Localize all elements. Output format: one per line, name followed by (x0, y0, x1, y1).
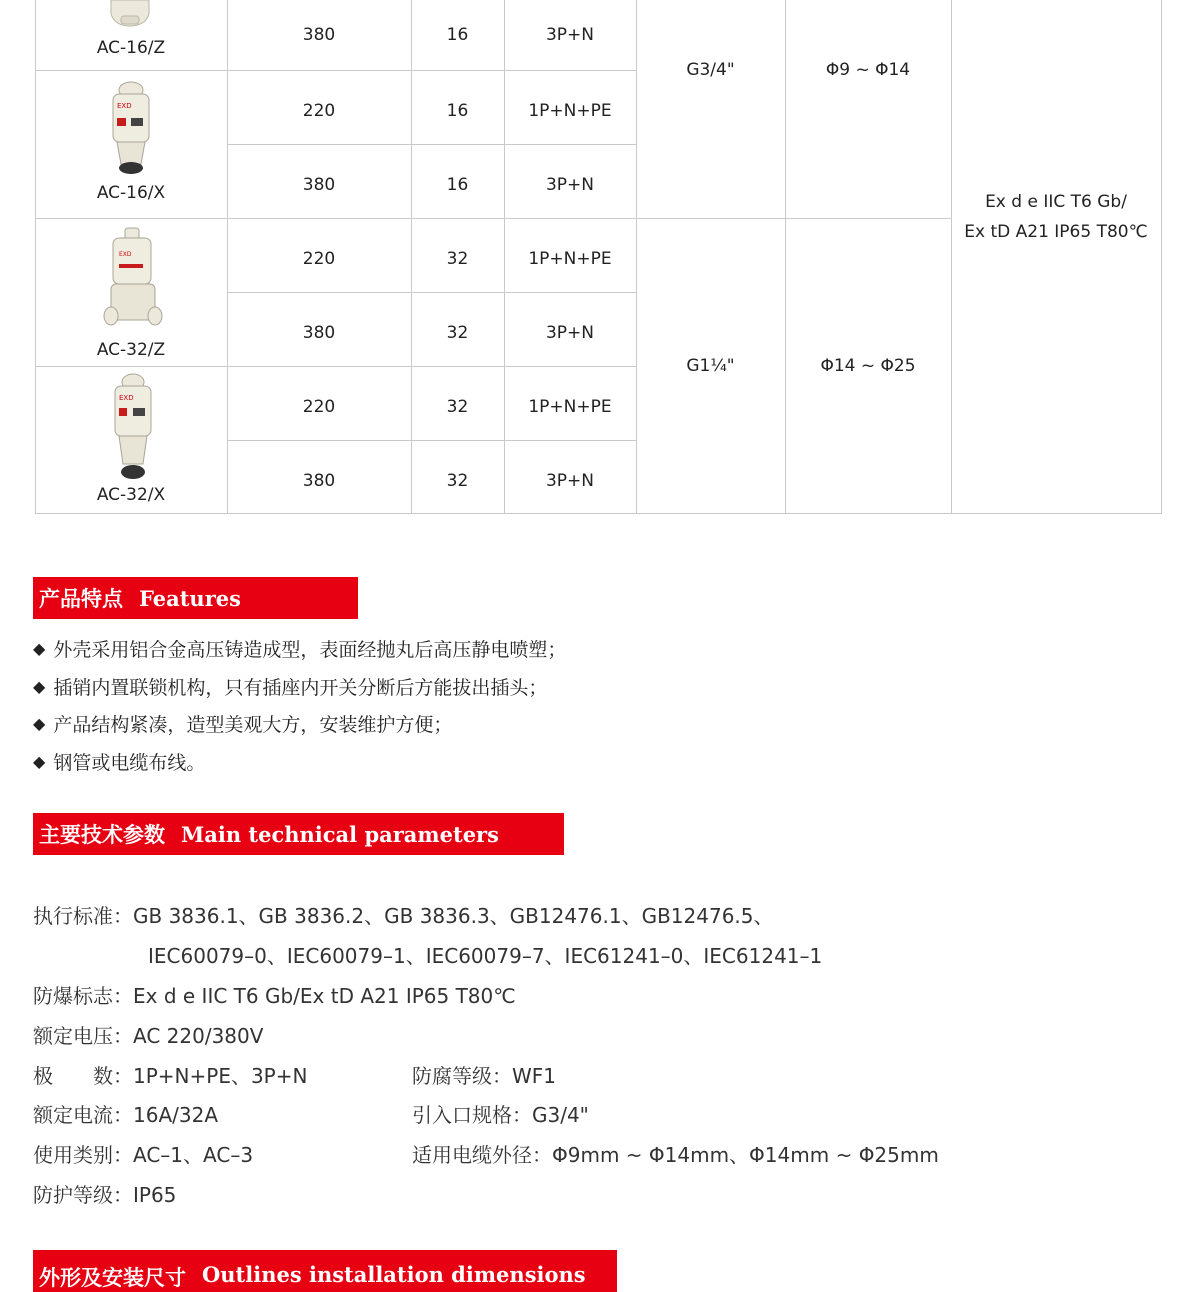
cell-cable-diameter: Φ14 ~ Φ25 (820, 356, 916, 376)
features-heading-en: Features (139, 585, 241, 611)
param-label: 使用类别： (33, 1143, 133, 1167)
param-rated-voltage (33, 1020, 263, 1049)
param-label: 防护等级： (33, 1183, 133, 1207)
param-label: 适用电缆外径： (412, 1143, 552, 1167)
cell-poles: 3P+N (545, 323, 595, 343)
param-standard-cont: IEC60079–0、IEC60079–1、IEC60079–7、IEC61241–0、IEC61241–1 (148, 944, 823, 968)
brand-logo: EXD (119, 251, 132, 258)
cell-current: 32 (446, 323, 469, 343)
cell-voltage: 220 (302, 249, 336, 269)
spec-table (35, 0, 1162, 514)
bullet-diamond-icon: ◆ (33, 714, 46, 733)
feature-item (33, 673, 547, 700)
cell-entry-thread: G3/4" (686, 60, 735, 80)
cell-current: 16 (446, 175, 469, 195)
cell-entry-thread: G1¼" (686, 356, 735, 376)
params-heading-en: Main technical parameters (181, 821, 499, 847)
table-border-left (35, 0, 36, 514)
cell-current: 32 (446, 397, 469, 417)
param-poles (33, 1060, 307, 1089)
param-label: 额定电流： (33, 1103, 133, 1127)
cell-current: 16 (446, 25, 469, 45)
cell-voltage: 380 (302, 175, 336, 195)
cell-ex-marking (951, 160, 1161, 274)
cell-cable-diameter: Φ9 ~ Φ14 (825, 60, 911, 80)
brand-logo: EXD (119, 394, 134, 402)
outline-heading (33, 1250, 617, 1292)
model-name: AC-32/Z (96, 340, 166, 360)
param-entry-spec (412, 1099, 589, 1128)
param-value: AC 220/380V (133, 1024, 264, 1048)
cell-poles: 3P+N (545, 175, 595, 195)
model-name: AC-16/Z (96, 38, 166, 58)
cell-voltage: 220 (302, 101, 336, 121)
param-label: 极 数： (33, 1064, 133, 1088)
brand-logo: EXD (117, 102, 132, 110)
feature-item (33, 748, 205, 775)
cell-current: 16 (446, 101, 469, 121)
params-heading (33, 813, 564, 855)
param-value: Φ9mm ~ Φ14mm、Φ14mm ~ Φ25mm (552, 1143, 939, 1167)
product-image-ac16z (105, 0, 155, 28)
feature-text: 产品结构紧凑，造型美观大方，安装维护方便； (53, 714, 453, 736)
feature-item (33, 635, 566, 662)
param-value: IP65 (133, 1183, 177, 1207)
cell-poles: 1P+N+PE (528, 101, 612, 121)
param-label: 引入口规格： (412, 1103, 532, 1127)
params-heading-cn: 主要技术参数 (39, 822, 165, 847)
bullet-diamond-icon: ◆ (33, 752, 46, 771)
param-value: G3/4" (532, 1103, 589, 1127)
param-value: 16A/32A (133, 1103, 218, 1127)
param-label: 额定电压： (33, 1024, 133, 1048)
feature-item (33, 710, 452, 737)
feature-text: 外壳采用铝合金高压铸造成型，表面经抛丸后高压静电喷塑； (53, 639, 567, 661)
bullet-diamond-icon: ◆ (33, 639, 46, 658)
cell-voltage: 380 (302, 471, 336, 491)
cell-current: 32 (446, 471, 469, 491)
param-protection (33, 1179, 176, 1208)
param-standard (33, 900, 774, 929)
param-label: 执行标准： (33, 904, 133, 928)
feature-text: 插销内置联锁机构，只有插座内开关分断后方能拔出插头； (53, 677, 548, 699)
model-name: AC-16/X (96, 183, 166, 203)
param-anticorrosion (412, 1060, 556, 1089)
product-image-ac16x (101, 80, 161, 180)
param-label: 防爆标志： (33, 984, 133, 1008)
table-border-right (1161, 0, 1162, 514)
param-category (33, 1139, 253, 1168)
features-heading-cn: 产品特点 (39, 586, 123, 611)
model-name: AC-32/X (96, 485, 166, 505)
cell-poles: 1P+N+PE (528, 249, 612, 269)
cell-voltage: 220 (302, 397, 336, 417)
param-value: GB 3836.1、GB 3836.2、GB 3836.3、GB12476.1、GB12476.5、 (133, 904, 774, 928)
param-label: 防腐等级： (412, 1064, 512, 1088)
param-cable-diameter (412, 1139, 939, 1168)
outline-heading-en: Outlines installation dimensions (202, 1262, 586, 1287)
param-ex-marking (33, 980, 516, 1009)
ex-marking-line1: Ex d e IIC T6 Gb/ (985, 192, 1127, 212)
param-value: Ex d e IIC T6 Gb/Ex tD A21 IP65 T80℃ (133, 984, 516, 1008)
table-row-divider (35, 70, 637, 71)
features-heading (33, 577, 358, 619)
bullet-diamond-icon: ◆ (33, 677, 46, 696)
param-rated-current (33, 1099, 218, 1128)
cell-poles: 3P+N (545, 25, 595, 45)
cell-poles: 3P+N (545, 471, 595, 491)
product-image-ac32x (103, 372, 163, 484)
param-value: WF1 (512, 1064, 557, 1088)
cell-poles: 1P+N+PE (528, 397, 612, 417)
cell-voltage: 380 (302, 323, 336, 343)
outline-heading-cn: 外形及安装尺寸 (39, 1265, 186, 1290)
param-value: 1P+N+PE、3P+N (133, 1064, 308, 1088)
cell-voltage: 380 (302, 25, 336, 45)
param-value: AC–1、AC–3 (133, 1143, 254, 1167)
feature-text: 钢管或电缆布线。 (53, 752, 206, 774)
cell-current: 32 (446, 249, 469, 269)
ex-marking-line2: Ex tD A21 IP65 T80℃ (964, 222, 1148, 242)
product-image-ac32z (99, 226, 169, 338)
